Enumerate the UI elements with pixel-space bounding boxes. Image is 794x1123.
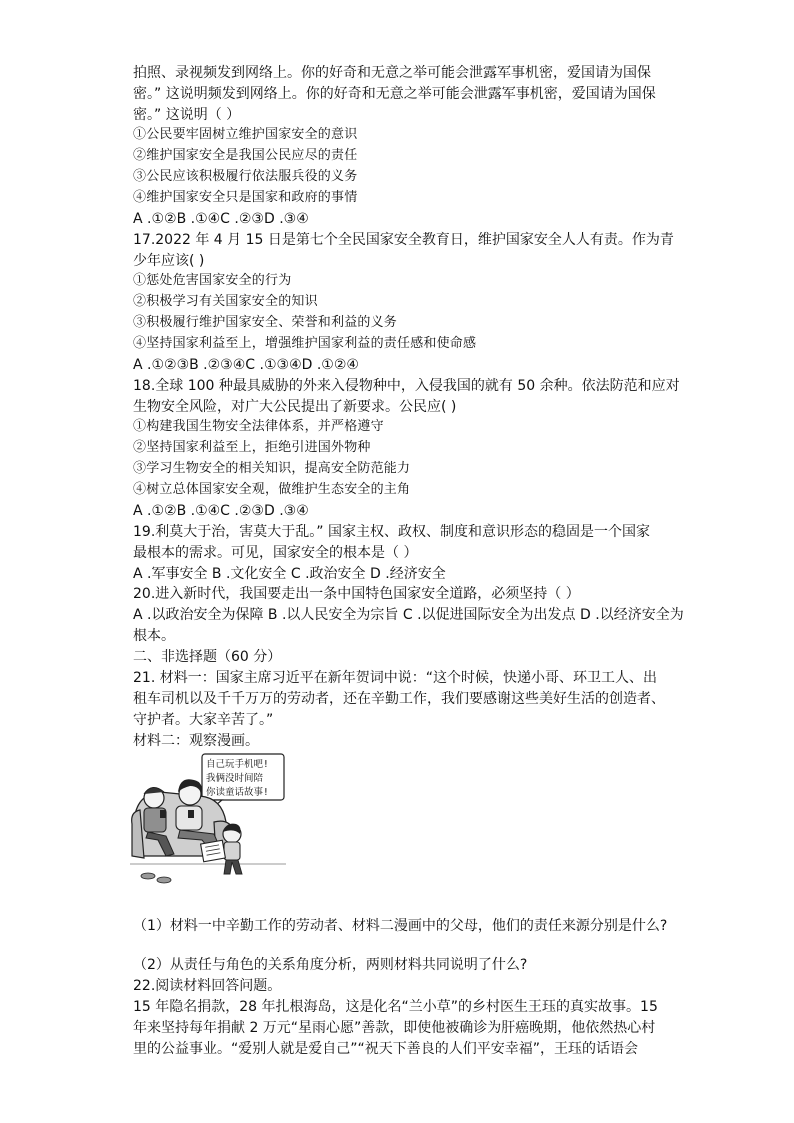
answer-choices: A .①②B .①④C .②③D .③④ (133, 503, 309, 519)
option-line: ④维护国家安全只是国家和政府的事情 (133, 190, 358, 205)
text-line: 守护者。大家辛苦了。” (133, 712, 274, 728)
option-line: ①构建我国生物安全法律体系，并严格遵守 (133, 419, 384, 434)
question-21: 21. 材料一：国家主席习近平在新年贺词中说：“这个时候，快递小哥、环卫工人、出 (133, 670, 657, 686)
sub-question-2: （2）从责任与角色的关系角度分析，两则材料共同说明了什么? (133, 957, 528, 973)
option-line: ④树立总体国家安全观，做维护生态安全的主角 (133, 482, 411, 497)
question-19: 19.利莫大于治，害莫大于乱。” 国家主权、政权、制度和意识形态的稳固是一个国家 (133, 524, 650, 540)
text-line: 生物安全风险，对广大公民提出了新要求。公民应( ) (133, 399, 457, 415)
text-line: 里的公益事业。“爱别人就是爱自己”“祝天下善良的人们平安幸福”，王珏的话语会 (133, 1041, 639, 1057)
bubble-text-line: 自己玩手机吧! (206, 759, 269, 770)
answer-choices: A .以政治安全为保障 B .以人民安全为宗旨 C .以促进国际安全为出发点 D .以经济安全为 (133, 607, 684, 623)
answer-choices: A .军事安全 B .文化安全 C .政治安全 D .经济安全 (133, 566, 446, 582)
option-line: ①惩处危害国家安全的行为 (133, 273, 292, 288)
option-line: ②坚持国家利益至上，拒绝引进国外物种 (133, 440, 371, 455)
text-line: 拍照、录视频发到网络上。你的好奇和无意之举可能会泄露军事机密，爱国请为国保 (133, 65, 651, 81)
bubble-text-line: 你读童话故事! (206, 787, 269, 798)
option-line: ③公民应该积极履行依法服兵役的义务 (133, 169, 358, 184)
text-line: 根本。 (133, 628, 175, 644)
question-22: 22.阅读材料回答问题。 (133, 978, 282, 994)
text-line: 材料二：观察漫画。 (133, 733, 259, 749)
bubble-text-line: 我俩没时间陪 (206, 773, 264, 784)
text-line: 租车司机以及千千万万的劳动者，还在辛勤工作，我们要感谢这些美好生活的创造者、 (133, 691, 665, 707)
option-line: ②维护国家安全是我国公民应尽的责任 (133, 148, 358, 163)
question-17: 17.2022 年 4 月 15 日是第七个全民国家安全教育日，维护国家安全人人有责。作为青 (133, 232, 674, 248)
text-line: 密。” 这说明频发到网络上。你的好奇和无意之举可能会泄露军事机密，爱国请为国保 (133, 86, 656, 102)
option-line: ①公民要牢固树立维护国家安全的意识 (133, 127, 358, 142)
text-line: 最根本的需求。可见，国家安全的根本是（ ） (133, 545, 418, 561)
text-line: 少年应该( ) (133, 253, 205, 269)
answer-choices: A .①②B .①④C .②③D .③④ (133, 211, 309, 227)
option-line: ③积极履行维护国家安全、荣誉和利益的义务 (133, 315, 398, 330)
option-line: ②积极学习有关国家安全的知识 (133, 294, 318, 309)
answer-choices: A .①②③B .②③④C .①③④D .①②④ (133, 357, 359, 373)
section-heading: 二、非选择题（60 分） (133, 649, 282, 665)
text-line: 年来坚持每年捐献 2 万元“星雨心愿”善款，即使他被确诊为肝癌晚期，他依然热心村 (133, 1020, 656, 1036)
text-line: 15 年隐名捐款，28 年扎根海岛，这是化名“兰小草”的乡村医生王珏的真实故事。15 (133, 999, 658, 1015)
question-18: 18.全球 100 种最具威胁的外来入侵物种中，入侵我国的就有 50 余种。依法防范和应对 (133, 378, 680, 394)
text-line: 密。” 这说明（ ） (133, 107, 241, 123)
option-line: ③学习生物安全的相关知识，提高安全防范能力 (133, 461, 411, 476)
question-20: 20.进入新时代，我国要走出一条中国特色国家安全道路，必须坚持（ ） (133, 586, 580, 602)
sub-question-1: （1）材料一中辛勤工作的劳动者、材料二漫画中的父母，他们的责任来源分别是什么? (133, 918, 668, 934)
option-line: ④坚持国家利益至上，增强维护国家利益的责任感和使命感 (133, 336, 477, 351)
comic-illustration (130, 752, 286, 886)
